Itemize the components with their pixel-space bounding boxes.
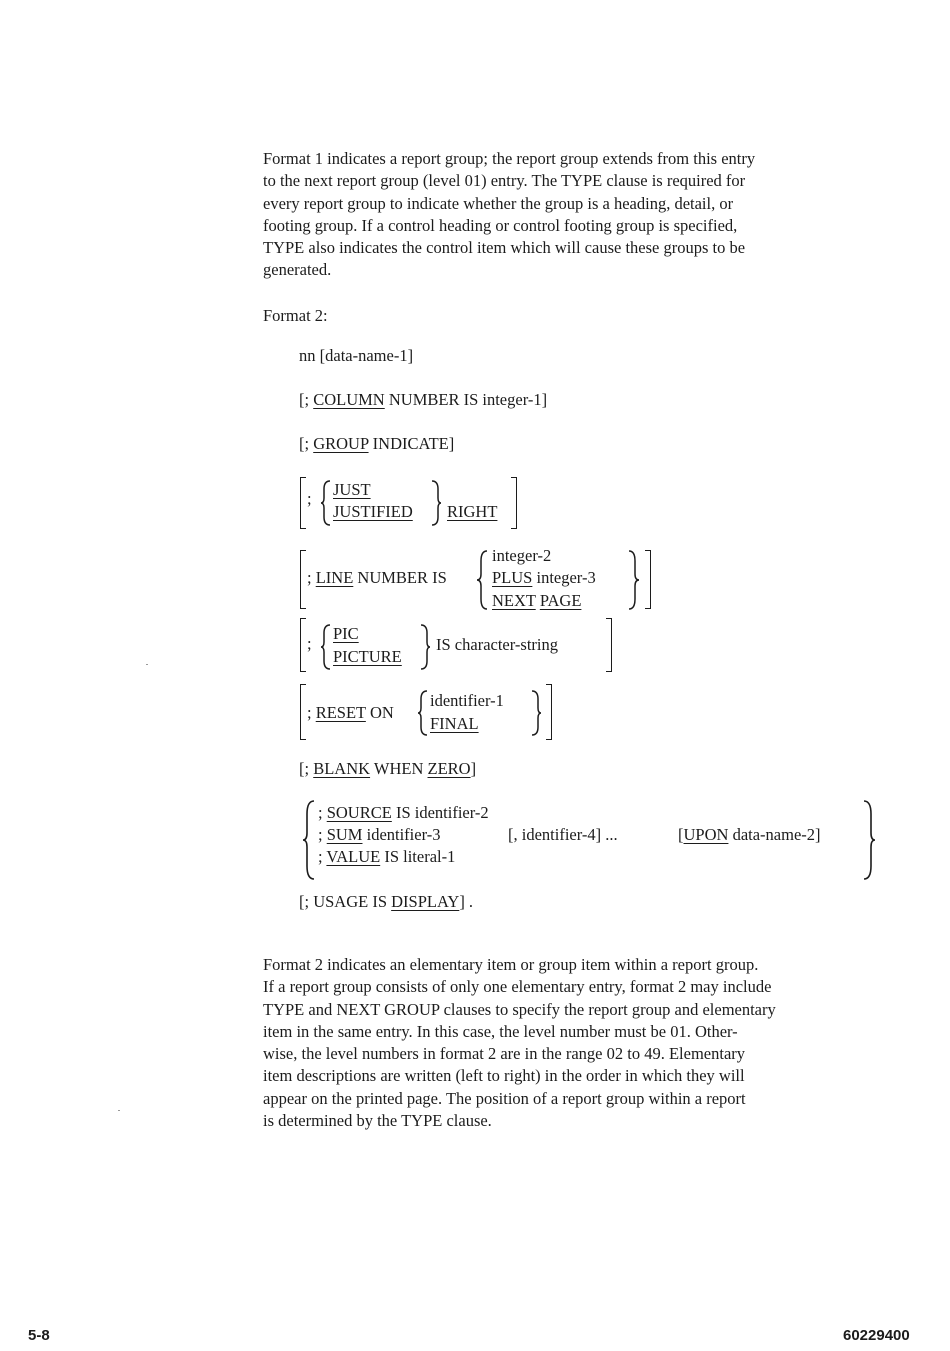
usage-clause: [; USAGE IS DISPLAY] . (299, 892, 474, 911)
option-pic: PIC (333, 624, 359, 643)
pic-rest: IS character-string (436, 635, 558, 654)
scan-speck (118, 1110, 120, 1111)
text-line: to the next report group (level 01) entry. The TYPE clause is required for (263, 171, 746, 191)
reset-keyword: RESET (315, 703, 366, 722)
display-keyword: DISPLAY (391, 892, 460, 911)
option-justified: JUSTIFIED (333, 502, 413, 521)
text-line: Format 1 indicates a report group; the report group extends from this entry (263, 149, 756, 168)
left-curly-brace (302, 800, 316, 880)
option-identifier-1: identifier-1 (430, 691, 504, 710)
right-curly-brace (530, 690, 542, 736)
reset-text: ; RESET ON (307, 703, 394, 722)
option-picture: PICTURE (333, 647, 402, 666)
pic-semicolon: ; (307, 634, 312, 653)
blank-when-zero-clause: [; BLANK WHEN ZERO] (299, 759, 477, 778)
text-line: TYPE also indicates the control item which will cause these groups to be (263, 238, 746, 258)
value-option: ; VALUE IS literal-1 (318, 847, 456, 866)
text-line: TYPE and NEXT GROUP clauses to specify the report group and elementary (263, 999, 776, 1019)
blank-keyword: BLANK (313, 759, 371, 778)
left-square-bracket (300, 618, 306, 672)
right-square-bracket (511, 477, 517, 529)
scan-speck (146, 664, 148, 665)
right-keyword: RIGHT (447, 502, 498, 521)
text-line: item in the same entry. In this case, the level number must be 01. Other- (263, 1021, 738, 1041)
option-next-page: NEXT PAGE (492, 591, 582, 610)
right-curly-brace (627, 550, 640, 610)
sum-option: ; SUM identifier-3 (318, 825, 441, 844)
option-integer-2: integer-2 (492, 546, 552, 565)
left-square-bracket (300, 477, 306, 529)
text-line: footing group. If a control heading or control footing group is specified, (263, 215, 738, 235)
right-square-bracket (645, 550, 651, 609)
text-line: item descriptions are written (left to right) in the order in which they will (263, 1066, 745, 1086)
upon-keyword: UPON (683, 825, 729, 844)
column-rest: NUMBER IS integer-1] (388, 390, 548, 409)
text-line: Format 2 indicates an elementary item or group item within a report group. (263, 955, 759, 974)
document-number: 60229400 (843, 1327, 910, 1344)
line-keyword: LINE (315, 568, 354, 587)
closing-paragraph (263, 954, 933, 1132)
group-open: [; (299, 434, 310, 453)
intro-paragraph (263, 148, 933, 282)
right-curly-brace (430, 480, 442, 526)
left-curly-brace (417, 690, 429, 736)
column-clause (299, 389, 547, 411)
nn-clause: nn [data-name-1] (299, 346, 414, 365)
group-rest: INDICATE] (372, 434, 455, 453)
page-number: 5-8 (28, 1327, 50, 1344)
sum-repeat: [, identifier-4] ... (508, 825, 618, 844)
left-curly-brace (476, 550, 489, 610)
column-keyword: COLUMN (313, 390, 385, 409)
right-curly-brace (419, 624, 431, 670)
right-curly-brace (862, 800, 876, 880)
left-square-bracket (300, 684, 306, 740)
group-keyword: GROUP (313, 434, 369, 453)
right-square-bracket (606, 618, 612, 672)
text-line: appear on the printed page. The position of a report group within a report (263, 1088, 746, 1108)
column-open: [; (299, 390, 310, 409)
text-line: generated. (263, 260, 332, 280)
left-square-bracket (300, 550, 306, 609)
zero-keyword: ZERO (427, 759, 471, 778)
line-number-text: ; LINE NUMBER IS (307, 568, 447, 587)
just-semicolon: ; (307, 489, 312, 508)
group-indicate-clause (299, 433, 454, 455)
source-option: ; SOURCE IS identifier-2 (318, 803, 489, 822)
upon-phrase: [UPON data-name-2] (678, 825, 821, 844)
text-line: every report group to indicate whether the group is a heading, detail, or (263, 193, 734, 213)
right-square-bracket (546, 684, 552, 740)
left-curly-brace (320, 480, 332, 526)
option-plus-integer-3: PLUS integer-3 (492, 568, 596, 587)
text-line: If a report group consists of only one elementary entry, format 2 may include (263, 977, 772, 997)
text-line: wise, the level numbers in format 2 are in the range 02 to 49. Elementary (263, 1044, 746, 1064)
sum-keyword: SUM (326, 825, 363, 844)
option-final: FINAL (430, 714, 479, 733)
value-keyword: VALUE (326, 847, 381, 866)
source-keyword: SOURCE (326, 803, 392, 822)
text-line: is determined by the TYPE clause. (263, 1111, 492, 1131)
format2-label: Format 2: (263, 306, 328, 325)
option-just: JUST (333, 480, 371, 499)
left-curly-brace (320, 624, 332, 670)
